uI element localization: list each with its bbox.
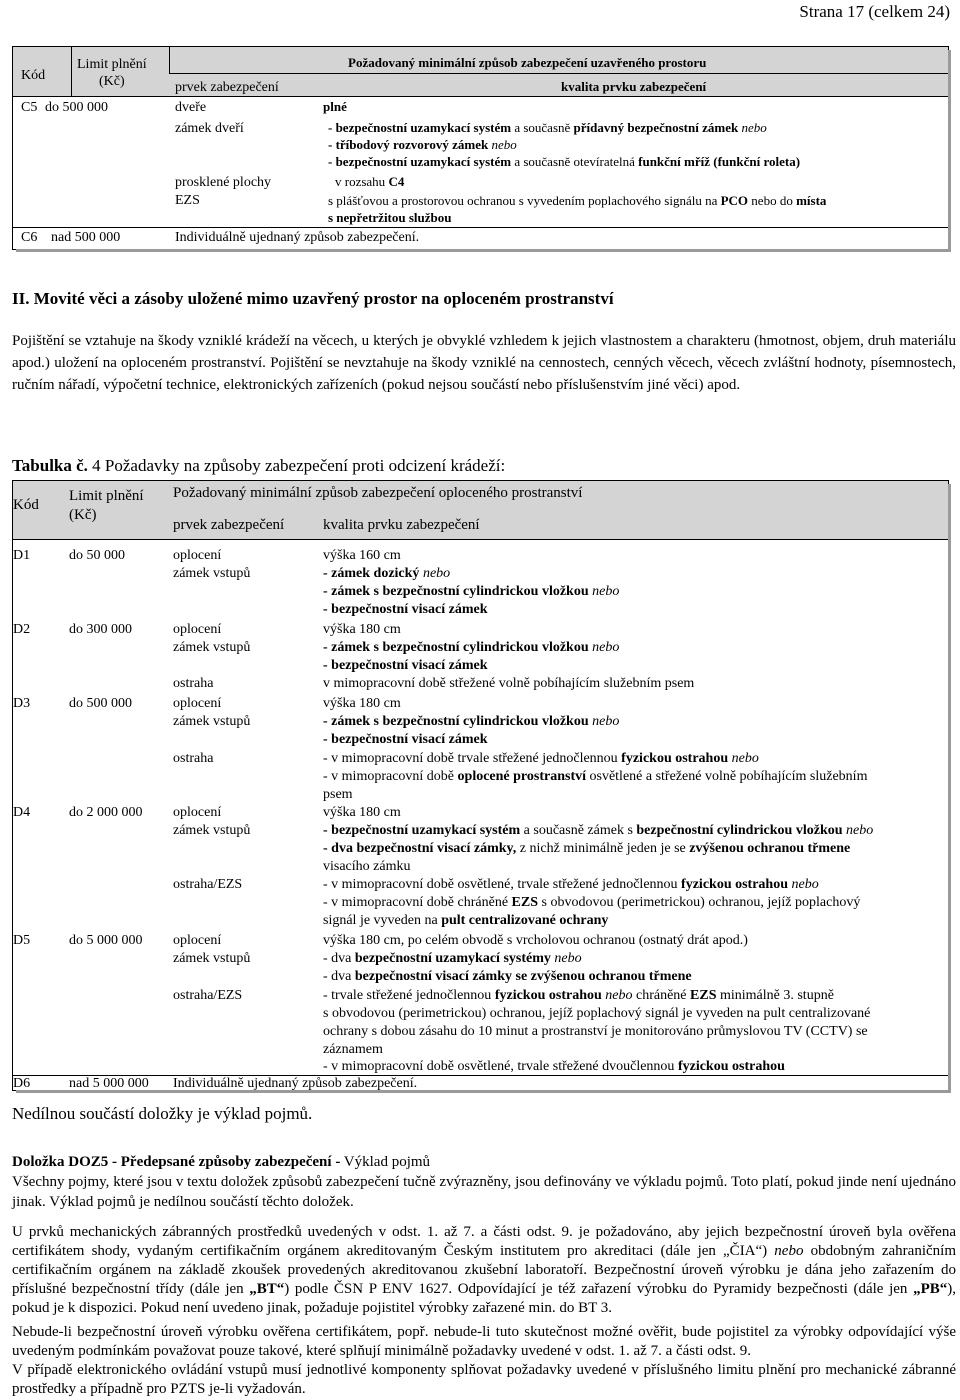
- d3-zamek: zámek vstupů: [173, 714, 251, 729]
- d5-k2-line2: - dva bezpečnostní visací zámky se zvýšenou ochranou třmene: [323, 969, 692, 984]
- col-header-kod: Kód: [21, 68, 46, 83]
- d4-ostraha: ostraha/EZS: [173, 877, 243, 892]
- d1-k2-line2: - zámek s bezpečnostní cylindrickou vložkou nebo: [323, 584, 620, 599]
- d5-oploceni: oplocení: [173, 933, 222, 948]
- d3-k3-line3: psem: [323, 787, 353, 802]
- row-limit-d6: nad 5 000 000: [69, 1076, 149, 1091]
- row-kod-d1: D1: [13, 548, 31, 563]
- d3-k3-line1: - v mimopracovní době trvale střežené jednočlennou fyzickou ostrahou nebo: [323, 751, 759, 766]
- kvalita-ezs: s plášťovou a prostorovou ochranou s vyvedením poplachového signálu na PCO nebo do místa: [328, 193, 827, 208]
- d2-ostraha: ostraha: [173, 676, 214, 691]
- row-limit-d5: do 5 000 000: [69, 933, 143, 948]
- kvalita-zamek-line3: - bezpečnostní uzamykací systém a současně otevíratelná funkční mříž (funkční roleta): [328, 154, 801, 169]
- prvek-dvere: dveře: [175, 100, 207, 115]
- d1-k2-line3: - bezpečnostní visací zámek: [323, 602, 488, 617]
- d2-k2-line2: - bezpečnostní visací zámek: [323, 658, 488, 673]
- col-header-kc: (Kč): [99, 74, 125, 89]
- d4-k3-line3: signál je vyveden na pult centralizované ochrany: [323, 913, 609, 928]
- d3-ostraha: ostraha: [173, 751, 214, 766]
- t4-col-prvek: prvek zabezpečení: [173, 517, 285, 533]
- row-kod-d6: D6: [13, 1076, 31, 1091]
- t4-col-limit: Limit plnění: [69, 488, 144, 504]
- d3-vyska: výška 180 cm: [323, 696, 401, 711]
- row-kod-d4: D4: [13, 805, 31, 820]
- table4-caption: Tabulka č. 4 Požadavky na způsoby zabezpečení proti odcizení krádeží:: [12, 456, 506, 475]
- d5-ostraha: ostraha/EZS: [173, 988, 243, 1003]
- table1-title: Požadovaný minimální způsob zabezpečení uzavřeného prostoru: [348, 55, 707, 70]
- row-limit-c5: do 500 000: [45, 100, 108, 115]
- d1-zamek: zámek vstupů: [173, 566, 251, 581]
- section2-title: II. Movité věci a zásoby uložené mimo uzavřený prostor na oploceném prostranství: [12, 289, 614, 308]
- d3-k3-line2: - v mimopracovní době oplocené prostranství osvětlené a střežené volně pobíhajícím služebním: [323, 769, 868, 784]
- d1-vyska: výška 160 cm: [323, 548, 401, 563]
- page-number: Strana 17 (celkem 24): [799, 2, 950, 21]
- d5-k2-line1: - dva bezpečnostní uzamykací systémy nebo: [323, 951, 582, 966]
- d6-text: Individuálně ujednaný způsob zabezpečení.: [173, 1076, 418, 1091]
- row-kod-c6: C6: [21, 230, 38, 245]
- table-oplocene-prostranstvi: [12, 480, 949, 1091]
- kvalita-zamek-line1: - bezpečnostní uzamykací systém a současně přídavný bezpečnostní zámek nebo: [328, 120, 767, 135]
- col-header-prvek: prvek zabezpečení: [175, 80, 279, 95]
- doz5-p4: V případě elektronického ovládání vstupů musí jednotlivé komponenty splňovat požadavky uvedené v příslušného limitu plnění pro mechanické zábranné prostředky a případně pro PZTS je-li vyžadován.: [12, 1362, 956, 1397]
- d3-k2-line2: - bezpečnostní visací zámek: [323, 732, 488, 747]
- d2-k2-line1: - zámek s bezpečnostní cylindrickou vložkou nebo: [323, 640, 620, 655]
- row-limit-d1: do 50 000: [69, 548, 125, 563]
- row-kod-c5: C5: [21, 100, 38, 115]
- note-vyklad: Nedílnou součástí doložky je výklad pojmů.: [12, 1104, 313, 1123]
- d4-k2-line1: - bezpečnostní uzamykací systém a současně zámek s bezpečnostní cylindrickou vložkou nebo: [323, 823, 874, 838]
- d4-k3-line2: - v mimopracovní době chráněné EZS s obvodovou (perimetrickou) ochranou, jejíž poplachový: [323, 895, 861, 910]
- kvalita-c4: v rozsahu C4: [335, 174, 405, 189]
- doz5-p3: Nebude-li bezpečnostní úroveň výrobku ověřena certifikátem, popř. nebude-li tuto skutečnost možné ověřit, bude pojistitel za výrobky odpovídající výše uvedeným podmínkám považovat pouze takové, které splňují minimálně požadavky uvedené v odst. 1. až 7. a části odst. 9.: [12, 1324, 956, 1359]
- doz5-title: Doložka DOZ5 - Předepsané způsoby zabezpečení - Výklad pojmů: [12, 1154, 431, 1170]
- d2-zamek: zámek vstupů: [173, 640, 251, 655]
- d5-vyska: výška 180 cm, po celém obvodě s vrcholovou ochranou (ostnatý drát apod.): [323, 933, 748, 948]
- row-kod-d5: D5: [13, 933, 31, 948]
- doz5-p2: U prvků mechanických zábranných prostředků uvedených v odst. 1. až 7. a části odst. 9. je požadováno, aby jejich bezpečnostní úroveň byla ověřena certifikátem shody, vydaným certifikačním orgánem akreditovaným Českým institutem pro akreditaci (dále jen „ČIA“) nebo obdobným zahraničním certifikačním orgánem na základě zkoušek provedených akreditovanou zkušební laboratoří. Bezpečnostní úroveň výrobku je dána jeho zařazením do příslušné bezpečnostní třídy (dále jen „BT“) podle ČSN P ENV 1627. Odpovídající je též zařazení výrobku do Pyramidy bezpečnosti (dále jen „PB“), pokud je k dispozici. Pokud není uvedeno jinak, požaduje pojistitel výrobky zařazené min. do BT 3.: [12, 1224, 956, 1316]
- d1-oploceni: oplocení: [173, 548, 222, 563]
- d4-vyska: výška 180 cm: [323, 805, 401, 820]
- row-limit-d2: do 300 000: [69, 622, 132, 637]
- row-limit-d4: do 2 000 000: [69, 805, 143, 820]
- prvek-ezs: EZS: [175, 193, 200, 208]
- d5-k3-line3: ochrany s dobou zásahu do 10 minut a prostranství je monitorováno průmyslovou TV (CCTV) se: [323, 1024, 868, 1039]
- d4-oploceni: oplocení: [173, 805, 222, 820]
- row-kod-d2: D2: [13, 622, 31, 637]
- d4-zamek: zámek vstupů: [173, 823, 251, 838]
- col-header-limit: Limit plnění: [77, 57, 147, 72]
- c6-text: Individuálně ujednaný způsob zabezpečení.: [175, 230, 420, 245]
- row-kod-d3: D3: [13, 696, 31, 711]
- d4-k3-line1: - v mimopracovní době osvětlené, trvale střežené jednočlennou fyzickou ostrahou nebo: [323, 877, 819, 892]
- kvalita-plne: plné: [323, 99, 347, 114]
- row-limit-d3: do 500 000: [69, 696, 132, 711]
- d5-zamek: zámek vstupů: [173, 951, 251, 966]
- d2-k3: v mimopracovní době střežené volně pobíhajícím služebním psem: [323, 676, 695, 691]
- kvalita-zamek-line2: - tříbodový rozvorový zámek nebo: [328, 137, 517, 152]
- section2-body: Pojištění se vztahuje na škody vzniklé krádeží na věcech, u kterých je obvyklé vzhledem k jejich vlastnostem a charakteru (hmotnost, objem, druh materiálu apod.) uložení na oploceném prostranství. Pojištění se nevztahuje na škody vzniklé na cennostech, cenných věcech, věcech zvláštní hodnoty, písemnostech, ručním nářadí, výpočetní technice, elektronických zařízeních (pokud nejsou součástí nebo příslušenstvím jiné věci) apod.: [12, 333, 956, 393]
- d5-k3-line5: - v mimopracovní době osvětlené, trvale střežené dvoučlennou fyzickou ostrahou: [323, 1059, 785, 1074]
- d2-vyska: výška 180 cm: [323, 622, 401, 637]
- d4-k2-line3: visacího zámku: [323, 859, 411, 874]
- table-uzavreny-prostor: [12, 46, 949, 250]
- d3-k2-line1: - zámek s bezpečnostní cylindrickou vložkou nebo: [323, 714, 620, 729]
- row-limit-c6: nad 500 000: [51, 230, 121, 245]
- d5-k3-line1: - trvale střežené jednočlennou fyzickou ostrahou nebo chráněné EZS minimálně 3. stupně: [323, 988, 834, 1003]
- d2-oploceni: oplocení: [173, 622, 222, 637]
- col-header-kvalita: kvalita prvku zabezpečení: [561, 79, 707, 94]
- d4-k2-line2: - dva bezpečnostní visací zámky, z nichž minimálně jeden je se zvýšenou ochranou třmene: [323, 841, 851, 856]
- prvek-zamek-dveri: zámek dveří: [175, 121, 244, 136]
- t4-col-kvalita: kvalita prvku zabezpečení: [323, 517, 480, 533]
- doz5-p1: Všechny pojmy, které jsou v textu doložek způsobů zabezpečení tučně zvýrazněny, jsou definovány ve výkladu pojmů. Toto platí, pokud jinde není ujednáno jinak. Výklad pojmů je nedílnou součástí těchto doložek.: [12, 1174, 956, 1210]
- d3-oploceni: oplocení: [173, 696, 222, 711]
- t4-title: Požadovaný minimální způsob zabezpečení oploceného prostranství: [173, 485, 583, 501]
- d5-k3-line4: záznamem: [323, 1042, 383, 1057]
- prvek-prosklene-plochy: prosklené plochy: [175, 175, 272, 190]
- t4-col-kc: (Kč): [69, 507, 97, 523]
- kvalita-ezs-line2: s nepřetržitou službou: [328, 210, 452, 225]
- d5-k3-line2: s obvodovou (perimetrickou) ochranou, jejíž poplachový signál je vyveden na pult centralizované: [323, 1006, 871, 1021]
- t4-col-kod: Kód: [13, 497, 39, 513]
- d1-k2-line1: - zámek dozický nebo: [323, 566, 451, 581]
